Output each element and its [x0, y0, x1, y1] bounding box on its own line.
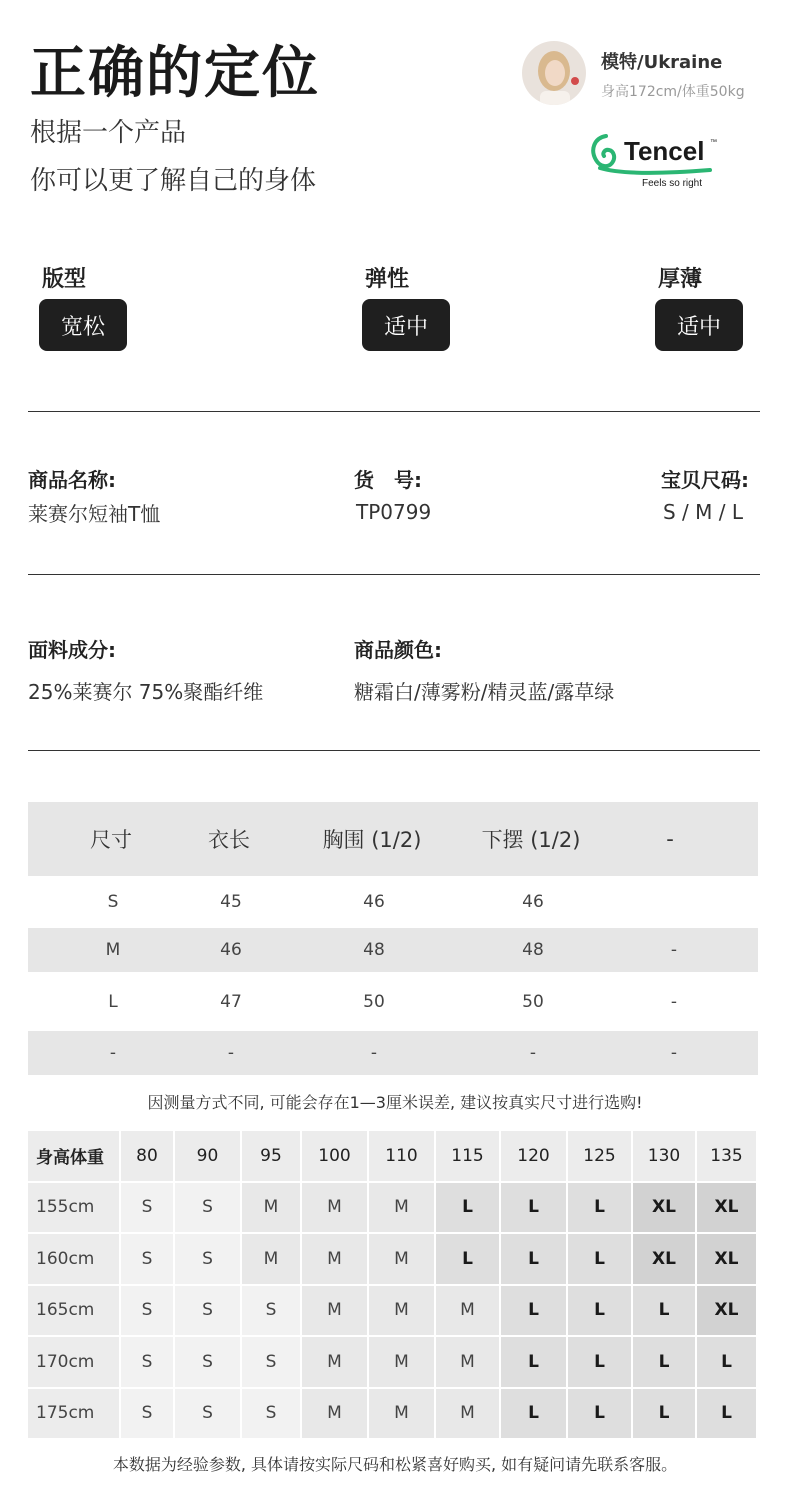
body-table-size-cell: M — [302, 1337, 369, 1389]
product-name-label: 商品名称: — [28, 468, 116, 492]
body-table-weight-header: 115 — [436, 1131, 501, 1183]
size-table-cell: S — [107, 892, 119, 912]
body-table-weight-header: 130 — [633, 1131, 697, 1183]
body-table-size-cell: XL — [633, 1234, 697, 1286]
body-table-row — [28, 1234, 758, 1286]
divider — [28, 750, 760, 751]
fabric-label: 面料成分: — [28, 638, 116, 662]
size-table-cell: 46 — [363, 892, 385, 912]
body-table-height-cell: 155cm — [28, 1183, 121, 1235]
subtitle-line-2: 你可以更了解自己的身体 — [30, 166, 317, 196]
attr-label-elasticity: 弹性 — [365, 267, 410, 292]
body-table-size-cell: S — [242, 1389, 302, 1441]
size-table-cell: 46 — [522, 892, 544, 912]
body-table-size-cell: S — [175, 1234, 242, 1286]
body-table-size-cell: L — [568, 1234, 633, 1286]
product-name-value: 莱赛尔短袖T恤 — [28, 502, 161, 526]
size-table-cell: - — [227, 1043, 235, 1063]
size-table-cell: - — [670, 940, 678, 960]
body-table-size-cell: L — [501, 1389, 568, 1441]
body-table-row — [28, 1337, 758, 1389]
body-table-size-cell: L — [501, 1183, 568, 1235]
body-table-corner: 身高体重 — [28, 1131, 121, 1183]
tencel-logo — [590, 130, 720, 190]
size-range-label: 宝贝尺码: — [661, 468, 749, 492]
size-table-cell: - — [109, 1043, 117, 1063]
body-table-weight-header: 80 — [121, 1131, 175, 1183]
body-table-size-cell: S — [121, 1337, 175, 1389]
body-table-weight-header: 125 — [568, 1131, 633, 1183]
body-table-size-cell: S — [242, 1286, 302, 1338]
size-table — [28, 802, 758, 1075]
body-table-size-cell: S — [175, 1389, 242, 1441]
brand-name: Tencel — [624, 136, 705, 166]
body-table-size-cell: S — [121, 1234, 175, 1286]
body-table-size-cell: L — [436, 1234, 501, 1286]
size-table-header-cell: - — [666, 827, 674, 851]
colors-value: 糖霜白/薄雾粉/精灵蓝/露草绿 — [354, 680, 615, 704]
size-table-header-cell: 胸围 (1/2) — [322, 828, 422, 852]
body-table-size-cell: S — [175, 1337, 242, 1389]
body-table-weight-header: 100 — [302, 1131, 369, 1183]
fabric-value: 25%莱赛尔 75%聚酯纤维 — [28, 680, 264, 704]
height-weight-table — [28, 1131, 758, 1440]
divider — [28, 411, 760, 412]
body-table-size-cell: M — [302, 1234, 369, 1286]
size-table-cell: L — [108, 991, 118, 1012]
size-table-header-cell: 衣长 — [208, 828, 250, 852]
body-table-size-cell: M — [369, 1286, 436, 1338]
body-table-size-cell: L — [568, 1389, 633, 1441]
size-table-cell: 47 — [220, 991, 242, 1012]
body-table-weight-header: 95 — [242, 1131, 302, 1183]
body-table-size-cell: L — [501, 1234, 568, 1286]
attr-chip-fit: 宽松 — [39, 299, 127, 351]
body-table-size-cell: M — [436, 1389, 501, 1441]
size-table-row — [28, 876, 758, 928]
size-table-cell: - — [370, 1043, 378, 1063]
body-table-row — [28, 1286, 758, 1338]
attr-label-fit: 版型 — [42, 267, 87, 292]
size-table-cell: 50 — [363, 991, 385, 1012]
size-table-header — [28, 802, 758, 876]
body-table-weight-header: 135 — [697, 1131, 758, 1183]
body-table-height-cell: 175cm — [28, 1389, 121, 1441]
body-table-size-cell: S — [121, 1389, 175, 1441]
body-table-size-cell: L — [436, 1183, 501, 1235]
subtitle-line-1: 根据一个产品 — [30, 118, 187, 148]
body-table-size-cell: M — [242, 1234, 302, 1286]
body-table-size-cell: L — [501, 1286, 568, 1338]
model-name: 模特/Ukraine — [601, 52, 723, 73]
body-table-size-cell: L — [568, 1286, 633, 1338]
size-table-header-cell: 下摆 (1/2) — [481, 828, 581, 852]
body-table-row — [28, 1389, 758, 1441]
body-table-size-cell: M — [302, 1389, 369, 1441]
measurement-note: 因测量方式不同, 可能会存在1—3厘米误差, 建议按真实尺寸进行选购! — [147, 1093, 643, 1112]
body-table-size-cell: M — [369, 1234, 436, 1286]
sku-label: 货 号: — [354, 468, 422, 492]
body-table-size-cell: M — [369, 1389, 436, 1441]
body-table-size-cell: S — [121, 1183, 175, 1235]
size-table-cell: - — [670, 991, 678, 1012]
model-avatar — [522, 41, 586, 105]
size-table-cell: - — [529, 1043, 537, 1063]
body-table-weight-header: 90 — [175, 1131, 242, 1183]
body-table-size-cell: S — [175, 1286, 242, 1338]
body-table-weight-header: 110 — [369, 1131, 436, 1183]
sku-value: TP0799 — [356, 500, 432, 524]
body-table-size-cell: L — [568, 1183, 633, 1235]
size-table-cell: M — [105, 940, 121, 960]
body-table-row — [28, 1183, 758, 1235]
size-table-row — [28, 928, 758, 972]
page-title: 正确的定位 — [30, 41, 320, 106]
body-table-size-cell: XL — [697, 1183, 758, 1235]
attr-chip-elasticity: 适中 — [362, 299, 450, 351]
size-table-cell: 48 — [363, 940, 385, 960]
size-table-cell: 46 — [220, 940, 242, 960]
divider — [28, 574, 760, 575]
body-table-size-cell: L — [633, 1286, 697, 1338]
brand-tm: ™ — [710, 139, 717, 146]
body-table-size-cell: L — [697, 1337, 758, 1389]
colors-label: 商品颜色: — [354, 638, 442, 662]
body-table-size-cell: M — [436, 1337, 501, 1389]
size-table-cell: - — [670, 1043, 678, 1063]
body-table-size-cell: M — [369, 1337, 436, 1389]
size-range-value: S / M / L — [663, 500, 743, 524]
body-table-size-cell: M — [302, 1183, 369, 1235]
body-table-size-cell: S — [121, 1286, 175, 1338]
body-table-size-cell: M — [302, 1286, 369, 1338]
body-table-size-cell: XL — [633, 1183, 697, 1235]
size-table-row — [28, 972, 758, 1031]
body-table-size-cell: M — [436, 1286, 501, 1338]
model-stats: 身高172cm/体重50kg — [601, 84, 745, 100]
body-table-height-cell: 160cm — [28, 1234, 121, 1286]
size-table-cell: 50 — [522, 991, 544, 1012]
body-table-size-cell: S — [175, 1183, 242, 1235]
body-table-height-cell: 170cm — [28, 1337, 121, 1389]
size-table-row — [28, 1031, 758, 1075]
body-table-size-cell: M — [369, 1183, 436, 1235]
tencel-swirl-icon — [590, 130, 720, 190]
body-table-size-cell: L — [633, 1337, 697, 1389]
brand-tagline: Feels so right — [642, 178, 703, 189]
body-table-size-cell: L — [633, 1389, 697, 1441]
size-table-cell: 45 — [220, 892, 242, 912]
body-table-size-cell: M — [242, 1183, 302, 1235]
body-table-size-cell: XL — [697, 1234, 758, 1286]
body-table-size-cell: L — [501, 1337, 568, 1389]
body-table-height-cell: 165cm — [28, 1286, 121, 1338]
body-table-size-cell: L — [568, 1337, 633, 1389]
size-table-header-cell: 尺寸 — [90, 828, 132, 852]
body-table-size-cell: XL — [697, 1286, 758, 1338]
body-table-size-cell: L — [697, 1389, 758, 1441]
body-table-header — [28, 1131, 758, 1183]
body-table-size-cell: S — [242, 1337, 302, 1389]
disclaimer-note: 本数据为经验参数, 具体请按实际尺码和松紧喜好购买, 如有疑问请先联系客服。 — [112, 1455, 678, 1474]
body-table-weight-header: 120 — [501, 1131, 568, 1183]
attr-chip-thickness: 适中 — [655, 299, 743, 351]
attr-label-thickness: 厚薄 — [658, 267, 703, 292]
size-table-cell: 48 — [522, 940, 544, 960]
